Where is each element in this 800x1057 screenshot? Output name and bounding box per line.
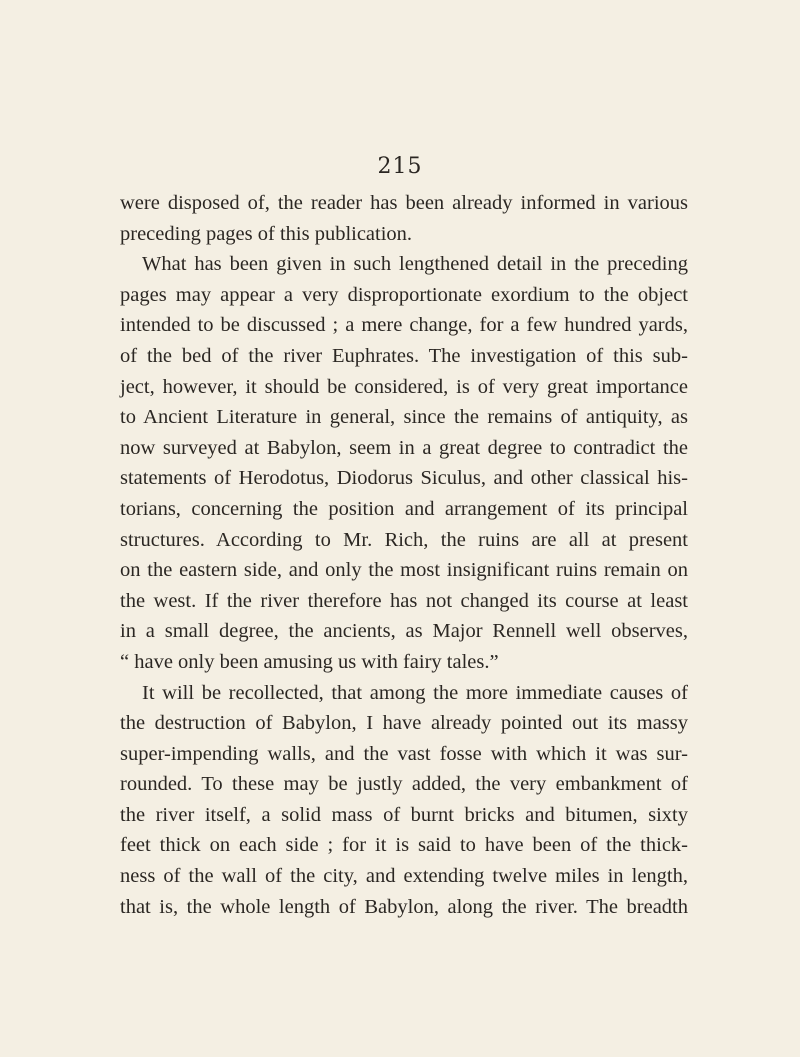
text-line: torians, concerning the position and arrangement of its principal — [120, 497, 688, 520]
text-line: the west. If the river therefore has not changed its course at least — [120, 589, 688, 612]
text-line: feet thick on each side ; for it is said to have been of the thick- — [120, 834, 688, 857]
text-line: on the eastern side, and only the most insignificant ruins remain on — [120, 559, 688, 582]
text-line: the river itself, a solid mass of burnt bricks and bitumen, sixty — [120, 803, 688, 826]
text-line: the destruction of Babylon, I have already pointed out its massy — [120, 712, 688, 735]
text-line: “ have only been amusing us with fairy tales.” — [120, 650, 499, 673]
text-line: were disposed of, the reader has been already informed in various — [120, 192, 688, 214]
text-line: statements of Herodotus, Diodorus Siculus, and other classical his- — [120, 467, 688, 490]
text-line: pages may appear a very disproportionate exordium to the object — [120, 283, 688, 306]
page-number: 215 — [377, 154, 423, 179]
text-line: in a small degree, the ancients, as Major Rennell well observes, — [120, 620, 688, 643]
text-line: super-impending walls, and the vast fosse with which it was sur- — [120, 742, 688, 765]
text-line: intended to be discussed ; a mere change, for a few hundred yards, — [120, 314, 688, 337]
text-line: ness of the wall of the city, and extending twelve miles in length, — [120, 865, 688, 888]
text-line: of the bed of the river Euphrates. The investigation of this sub- — [120, 344, 688, 367]
text-line: that is, the whole length of Babylon, along the river. The breadth — [120, 895, 688, 918]
text-line: structures. According to Mr. Rich, the ruins are all at present — [120, 528, 688, 551]
text-line: rounded. To these may be justly added, the very embankment of — [120, 773, 688, 796]
text-line: What has been given in such lengthened detail in the preceding — [142, 253, 688, 276]
text-line: now surveyed at Babylon, seem in a great degree to contradict the — [120, 436, 688, 459]
text-line: preceding pages of this publication. — [120, 222, 413, 245]
text-line: It will be recollected, that among the more immediate causes of — [142, 681, 688, 704]
text-line: to Ancient Literature in general, since the remains of antiquity, as — [120, 406, 688, 429]
body-text — [120, 188, 688, 922]
text-line: ject, however, it should be considered, is of very great importance — [120, 375, 688, 398]
